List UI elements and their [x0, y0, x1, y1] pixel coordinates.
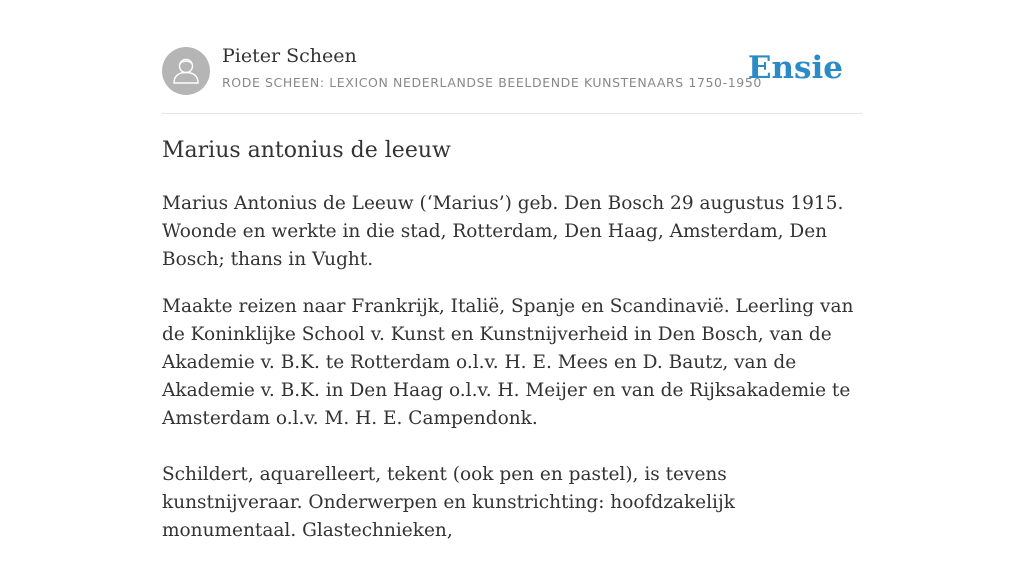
author-name[interactable]: Pieter Scheen [222, 45, 357, 67]
user-silhouette-icon [162, 47, 210, 95]
header [162, 0, 862, 114]
article-paragraph: Maakte reizen naar Frankrijk, Italië, Spanje en Scandinavië. Leerling van de Koninklijke School v. Kunst en Kunstnijverheid in Den Bosch, van de Akademie v. B.K. te Rotterdam o.l.v. H. E. Mees en D. Bautz, van de Akademie v. B.K. in Den Haag o.l.v. H. Meijer en van de Rijksakademie te Amsterdam o.l.v. M. H. E. Campendonk. [162, 296, 854, 429]
article-paragraph: Marius Antonius de Leeuw (‘Marius’) geb. Den Bosch 29 augustus 1915. Woonde en werkte in die stad, Rotterdam, Den Haag, Amsterdam, Den Bosch; thans in Vught. [162, 193, 844, 270]
source-title[interactable]: RODE SCHEEN: LEXICON NEDERLANDSE BEELDENDE KUNSTENAARS 1750-1950 [222, 75, 762, 90]
article-body [162, 190, 862, 564]
article-title: Marius antonius de leeuw [162, 138, 451, 163]
user-avatar-icon[interactable] [162, 47, 210, 95]
article-paragraph: Schildert, aquarelleert, tekent (ook pen en pastel), is tevens kunstnijveraar. Onderwerpen en kunstrichting: hoofdzakelijk monumentaal. Glastechnieken, [162, 464, 735, 541]
ensie-logo[interactable]: Ensie [747, 50, 843, 86]
page [162, 0, 862, 541]
